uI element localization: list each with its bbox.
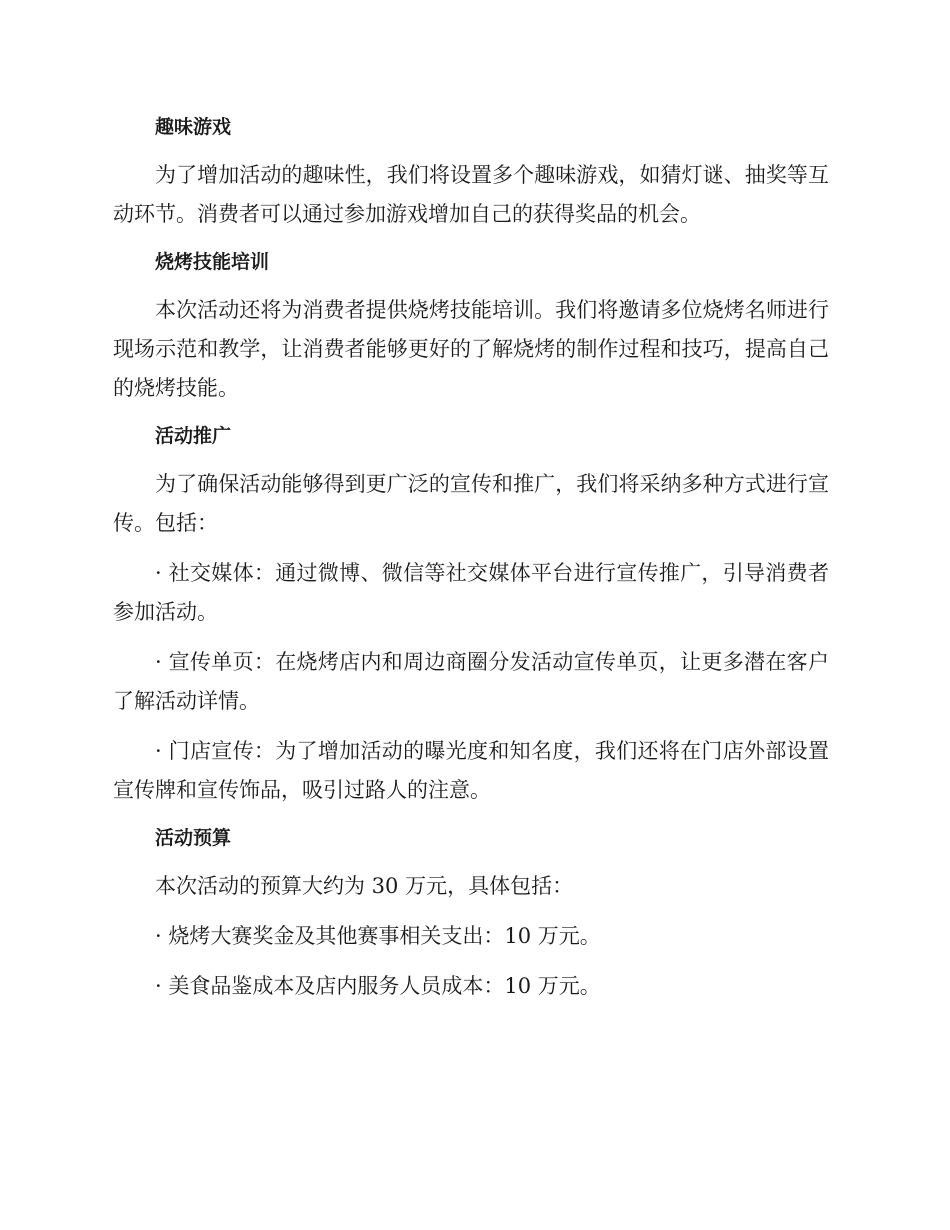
list-item-contest-budget: · 烧烤大赛奖金及其他赛事相关支出：10 万元。 (155, 924, 601, 948)
section-heading-budget: 活动预算 (155, 827, 232, 849)
paragraph-training: 本次活动还将为消费者提供烧烤技能培训。我们将邀请多位烧烤名师进行现场示范和教学，让消费者能够更好的了解烧烤的制作过程和技巧，提高自己的烧烤技能。 (113, 298, 829, 400)
document-page (113, 110, 829, 1017)
paragraph-promotion-intro: 为了确保活动能够得到更广泛的宣传和推广，我们将采纳多种方式进行宣传。包括： (113, 472, 829, 535)
list-item-social-media: · 社交媒体：通过微博、微信等社交媒体平台进行宣传推广，引导消费者参加活动。 (113, 561, 829, 624)
section-heading-training: 烧烤技能培训 (155, 251, 270, 273)
list-item-tasting-budget: · 美食品鉴成本及店内服务人员成本：10 万元。 (155, 974, 601, 998)
paragraph-games: 为了增加活动的趣味性，我们将设置多个趣味游戏，如猜灯谜、抽奖等互动环节。消费者可以通过参加游戏增加自己的获得奖品的机会。 (113, 163, 829, 226)
list-item-flyers: · 宣传单页：在烧烤店内和周边商圈分发活动宣传单页，让更多潜在客户了解活动详情。 (113, 650, 829, 713)
list-item-store-promotion: · 门店宣传：为了增加活动的曝光度和知名度，我们还将在门店外部设置宣传牌和宣传饰品，吸引过路人的注意。 (113, 739, 829, 802)
paragraph-budget-intro: 本次活动的预算大约为 30 万元，具体包括： (155, 874, 574, 898)
section-heading-games: 趣味游戏 (155, 116, 232, 138)
section-heading-promotion: 活动推广 (155, 425, 232, 447)
